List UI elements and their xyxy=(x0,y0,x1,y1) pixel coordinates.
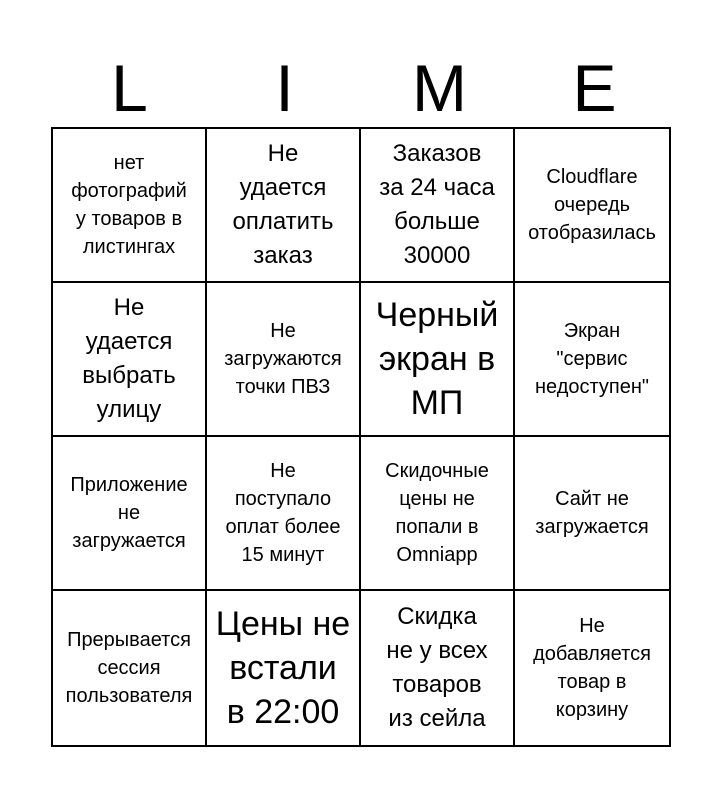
cell-text: Черный экран в МП xyxy=(375,296,499,422)
bingo-title xyxy=(52,52,672,124)
title-letter-m: M xyxy=(412,51,467,125)
cell-text: Не удается оплатить заказ xyxy=(232,140,334,269)
bingo-cell[interactable] xyxy=(361,437,515,591)
bingo-cell[interactable] xyxy=(361,283,515,437)
cell-text: Сайт не загружается xyxy=(535,488,649,538)
bingo-cell[interactable] xyxy=(53,437,207,591)
bingo-cell[interactable] xyxy=(207,129,361,283)
bingo-cell[interactable] xyxy=(515,437,669,591)
bingo-cell[interactable] xyxy=(515,591,669,745)
bingo-cell[interactable] xyxy=(207,283,361,437)
bingo-cell[interactable] xyxy=(515,283,669,437)
bingo-cell[interactable] xyxy=(53,129,207,283)
bingo-cell[interactable] xyxy=(53,591,207,745)
bingo-cell[interactable] xyxy=(361,129,515,283)
bingo-grid xyxy=(51,127,671,747)
bingo-cell[interactable] xyxy=(361,591,515,745)
title-letter-e: E xyxy=(572,51,617,125)
cell-text: Экран "сервис недоступен" xyxy=(534,320,649,398)
cell-text: Цены не встали в 22:00 xyxy=(215,605,351,731)
cell-text: нет фотографий у товаров в листингах xyxy=(71,152,187,258)
title-letter-l: L xyxy=(111,51,148,125)
bingo-cell[interactable] xyxy=(207,437,361,591)
cell-text: Прерывается сессия пользователя xyxy=(65,629,193,707)
bingo-cell[interactable] xyxy=(53,283,207,437)
cell-text: Cloudflare очередь отобразилась xyxy=(528,166,656,244)
bingo-cell[interactable] xyxy=(207,591,361,745)
cell-text: Не поступало оплат более 15 минут xyxy=(225,460,341,566)
cell-text: Не добавляется товар в корзину xyxy=(533,615,651,721)
cell-text: Не удается выбрать улицу xyxy=(82,294,176,423)
cell-text: Скидочные цены не попали в Omniapp xyxy=(385,460,489,566)
cell-text: Не загружаются точки ПВЗ xyxy=(224,320,342,398)
cell-text: Заказов за 24 часа больше 30000 xyxy=(379,140,495,269)
bingo-cell[interactable] xyxy=(515,129,669,283)
cell-text: Приложение не загружается xyxy=(70,474,188,552)
title-letter-i: I xyxy=(275,51,294,125)
cell-text: Скидка не у всех товаров из сейла xyxy=(386,603,488,732)
